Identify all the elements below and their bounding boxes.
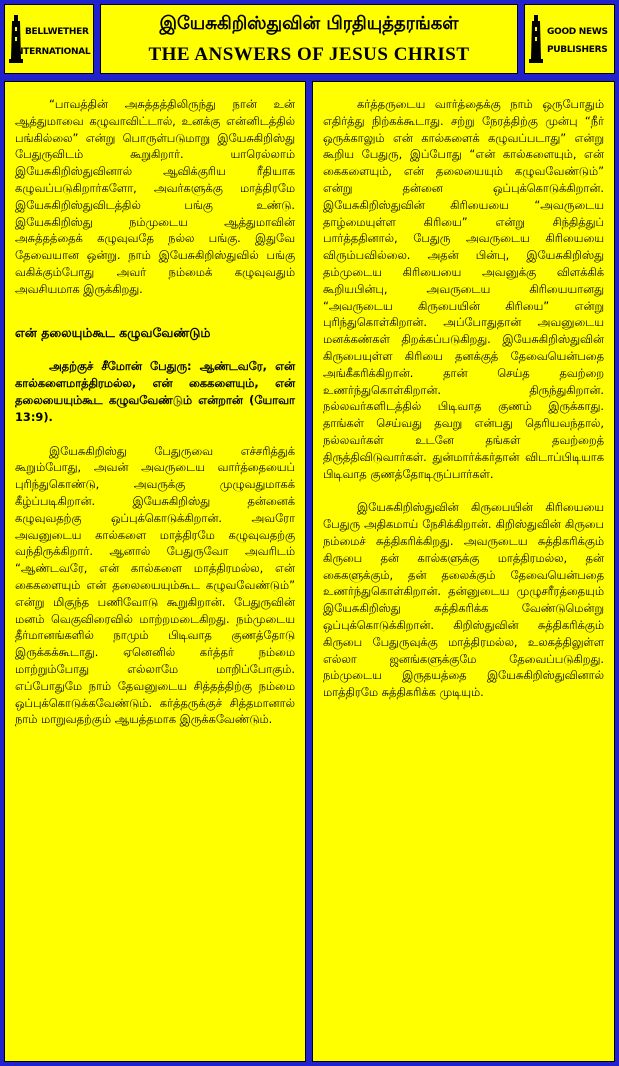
page-header	[100, 4, 518, 74]
logo-left-line1: BELLWETHER	[25, 27, 89, 37]
paragraph: “பாவத்தின் அசுத்தத்திலிருந்து நான் உன் ஆத்துமாவை கழுவாவிட்டால், உனக்கு என்னிடத்தில் பங்கில்லை” என்று பொருள்படுமாறு இயேசுகிறிஸ்து பேதுருவிடம் கூறுகிறார். யாரெல்லாம் இயேசுகிறிஸ்துவினால் ஆவிக்குரிய ரீதியாக கழுவப்படுகிறார்களோ, அவர்களுக்கு மாத்திரமே இயேசுகிறிஸ்துவிடத்தில் பங்கு உண்டு. இயேசுகிறிஸ்து நம்முடைய ஆத்துமாவின் அசுத்தத்தைக் கழுவுவதே நல்ல பங்கு. இதுவே தேவையான ஒன்று. நாம் இயேசுகிறிஸ்துவில் பங்கு வகிக்கும்போது அவர் நம்மைக் கழுவுவதும் அவசியமாக இருக்கிறது.	[15, 97, 295, 296]
bellwether-logo	[4, 4, 94, 74]
good-news-logo	[524, 4, 615, 74]
paragraph: கர்த்தருடைய வார்த்தைக்கு நாம் ஒருபோதும் எதிர்த்து நிற்கக்கூடாது. சற்று நேரத்திற்கு முன்பு “நீர் ஒருக்காலும் என் கால்களைக் கழுவப்படாது” என்று கூறிய பேதுரு, இப்போது “என் கால்களையும், என் கைகளையும், என் தலையையும் கழுவவேண்டும்” என்று தன்னை ஒப்புக்கொடுக்கிறான். இயேசுகிறிஸ்துவின் கிரியையை “அவருடைய தாழ்மையுள்ள கிரியை” என்று சிந்தித்துப் பார்த்ததினால், பேதுரு அவருடைய கிரியையை விரும்பவில்லை. அதன் பின்பு, இயேசுகிறிஸ்து தம்முடைய கிரியையை அவனுக்கு விளக்கிக் கூறியபின்பு, அவருடைய கிரியையானது “அவருடைய கிருபையின் கிரியை” என்று புரிந்துகொள்கிறான். அப்போதுதான் அவனுடைய மனக்கண்கள் திறக்கப்படுகிறது. இயேசுகிறிஸ்துவின் கிருபையுள்ள கிரியை தனக்குத் தேவையென்பதை அங்கீகரிக்கிறான். தான் செய்த தவற்றை உணர்ந்துகொள்கிறான். திருந்துகிறான். நல்லவர்களிடத்தில் பிடிவாத குணம் இருக்காது. தாங்கள் செய்வது தவறு என்பது தெரியவந்தால், நல்லவர்கள் உடனே தங்கள் தவற்றைத் திருத்திவிடுவார்கள். துன்மார்க்கர்தான் விடாப்பிடியாக பிடிவாத குணத்தோடிருப்பார்கள்.	[323, 97, 604, 481]
page-title-english: THE ANSWERS OF JESUS CHRIST	[148, 44, 470, 65]
logo-right-line1: GOOD NEWS	[547, 27, 608, 37]
tower-icon	[529, 15, 543, 63]
logo-right-line2: PUBLISHERS	[547, 45, 608, 55]
section-heading: என் தலையும்கூட கழுவவேண்டும்	[15, 324, 211, 340]
logo-left-line2: INTERNATIONAL	[13, 47, 91, 57]
paragraph: இயேசுகிறிஸ்துவின் கிருபையின் கிரியையை பேதுரு அதிகமாய் நேசிக்கிறான். கிறிஸ்துவின் கிருபை நம்மைச் சுத்திகரிக்கிறது. அவருடைய சுத்திகரிக்கும் கிருபை தன் கால்களுக்கு மாத்திரமல்ல, தன் கைகளுக்கும், தன் தலைக்கும் தேவையென்பதை உணர்ந்துகொள்கிறான். தன்னுடைய முழுசரீரத்தையும் இயேசுகிறிஸ்து சுத்திகரிக்க வேண்டுமென்று ஒப்புக்கொடுக்கிறான். கிறிஸ்துவின் சுத்திகரிக்கும் கிருபை பேதுருவுக்கு மாத்திரமல்ல, உலகத்திலுள்ள எல்லா ஜனங்களுக்குமே தேவைப்படுகிறது. நம்முடைய இருதயத்தை இயேசுகிறிஸ்துவினால் மாத்திரமே சுத்திகரிக்க முடியும்.	[323, 500, 604, 700]
left-column	[4, 81, 306, 1062]
scripture-quote: அதற்குச் சீமோன் பேதுரு: ஆண்டவரே, என் கால்களைமாத்திரமல்ல, என் கைகளையும், என் தலையையும்கூட கழுவவேண்டும் என்றான் (யோவா 13:9).	[15, 359, 295, 424]
page-title-tamil: இயேசுகிறிஸ்துவின் பிரதியுத்தரங்கள்	[159, 13, 459, 34]
right-column	[312, 81, 615, 1062]
paragraph: இயேசுகிறிஸ்து பேதுருவை எச்சரித்துக் கூறும்போது, அவன் அவருடைய வார்த்தையைப் புரிந்துகொண்டு, அவருக்கு முழுவதுமாகக் கீழ்ப்படிகிறான். இயேசுகிறிஸ்து தன்னைக் கழுவுவதற்கு ஒப்புக்கொடுக்கிறான். அவரோ அவனுடைய கால்களை மாத்திரமே கழுவுவதற்கு வந்திருக்கிறார். ஆனால் பேதுருவோ அவரிடம் “ஆண்டவரே, என் கால்களை மாத்திரமல்ல, என் கைகளையும் என் தலையையும்கூட கழுவவேண்டும்” என்று மிகுந்த பணிவோடு கூறுகிறான். பேதுருவின் மனம் வெகுவிரைவில் மாற்றமடைகிறது. நம்முடைய தீர்மானங்களில் நாமும் பிடிவாத குணத்தோடு இருக்கக்கூடாது. ஏனெனில் கர்த்தர் நம்மை மாற்றும்போது எல்லாமே மாறிப்போகும். எப்போதுமே நாம் தேவனுடைய சித்தத்திற்கு நம்மை ஒப்புக்கொடுக்கவேண்டும். கர்த்தருக்குச் சித்தமானால் நாம் மாறுவதற்கும் ஆயத்தமாக இருக்கவேண்டும்.	[15, 443, 295, 727]
